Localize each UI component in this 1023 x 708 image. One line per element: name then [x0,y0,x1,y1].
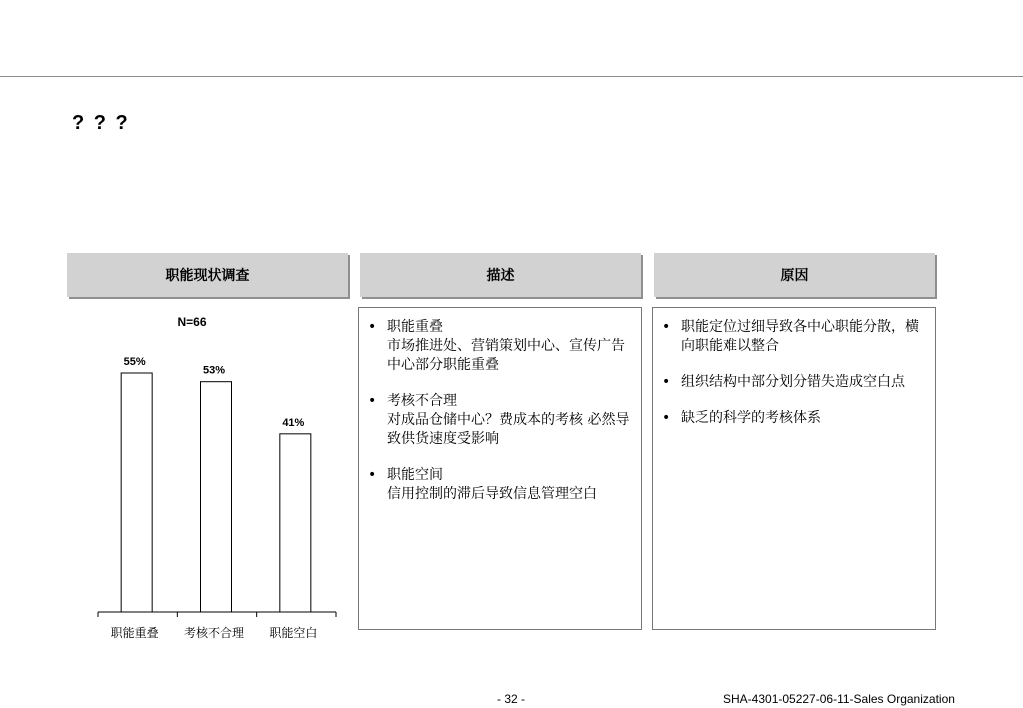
bar [121,373,152,612]
causes-header [654,253,935,297]
causes-list [653,308,935,428]
list-item: • 职能定位过细导致各中心职能分散，横向职能难以整合 [681,318,925,356]
top-rule [0,76,1023,77]
list-item [387,392,631,449]
document-code: SHA-4301-05227-06-11-Sales Organization [723,692,955,706]
data-label: 53% [202,364,226,377]
category-label: 职能空白 [269,626,318,640]
causes-panel [652,307,936,630]
list-item-text: 市场推进处、营销策划中心、宣传广告中心部分职能重叠 [387,338,625,373]
description-header [360,253,641,297]
bar [201,382,232,612]
chart-title: N=66 [177,315,207,329]
list-item-title: • 职能空间 [387,467,443,483]
description-list [359,308,641,504]
causes-header-label: 原因 [780,268,809,284]
description-panel [358,307,642,630]
page-number: - 32 - [497,692,526,706]
category-label: 职能重叠 [110,626,159,640]
list-item [387,466,631,504]
survey-bar-chart [90,307,350,652]
category-label: 考核不合理 [183,626,245,640]
data-label: 41% [282,416,305,429]
survey-header [67,253,348,297]
description-header-label: 描述 [486,268,515,284]
list-item-text: 信用控制的滞后导致信息管理空白 [387,486,597,502]
page-title: ? ? ? [72,112,130,134]
list-item: • 组织结构中部分划分错失造成空白点 [681,373,925,392]
list-item-title: • 考核不合理 [387,393,457,409]
list-item [387,318,631,375]
survey-header-label: 职能现状调查 [165,268,250,284]
list-item: • 缺乏的科学的考核体系 [681,409,925,428]
list-item-title: • 职能重叠 [387,319,443,335]
list-item-text: 对成品仓储中心？费成本的考核 必然导致供货速度受影响 [387,412,630,447]
data-label: 55% [123,356,146,368]
bar [280,434,311,612]
